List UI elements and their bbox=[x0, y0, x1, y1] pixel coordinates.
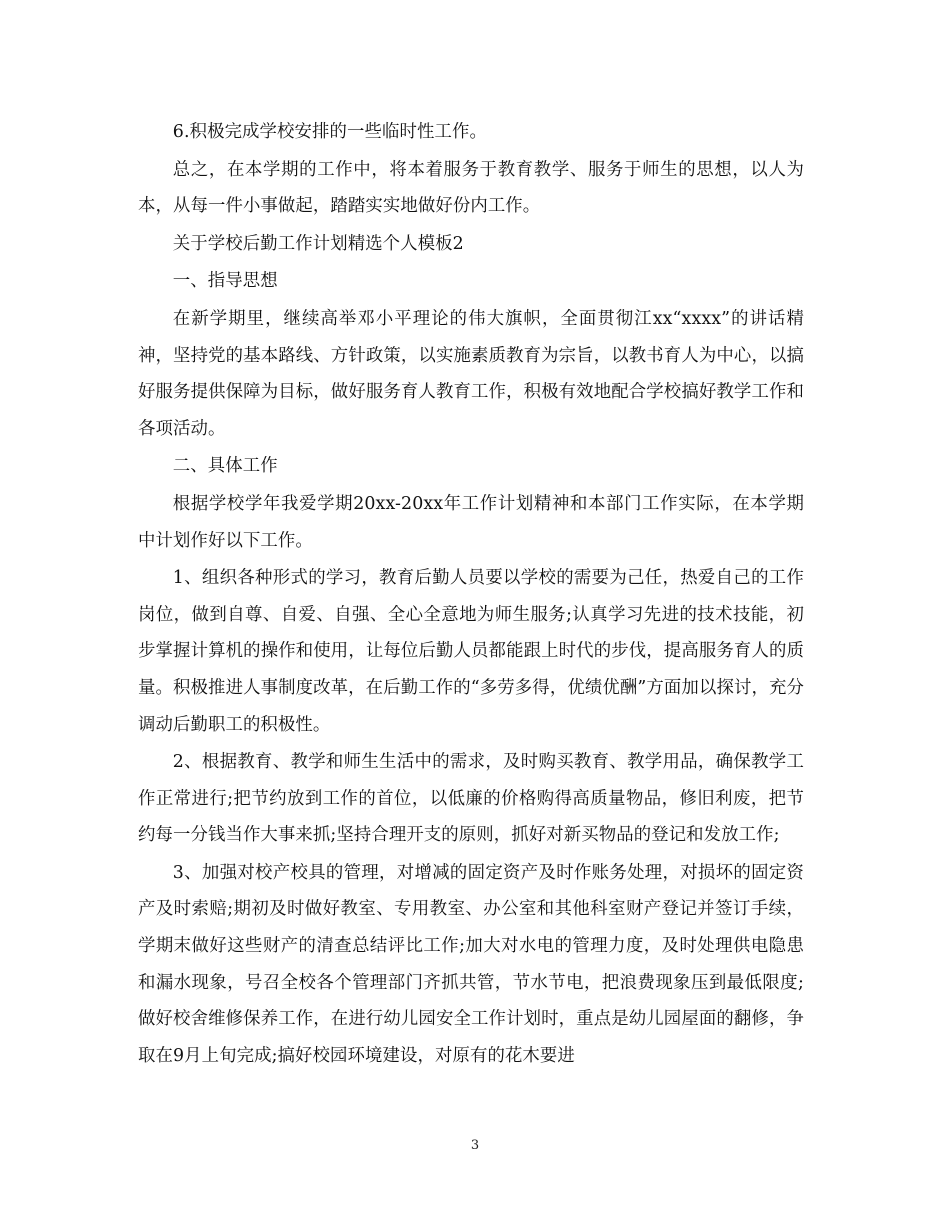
paragraph-work-item-3: 3、加强对校产校具的管理，对增减的固定资产及时作账务处理，对损坏的固定资产及时索赔;期初及时做好教室、专用教室、办公室和其他科室财产登记并签订手续，学期末做好这些财产的清查总结评比工作;加大对水电的管理力度，及时处理供电隐患和漏水现象，号召全校各个管理部门齐抓共管，节水节电，把浪费现象压到最低限度;做好校舍维修保养工作，在进行幼儿园安全工作计划时，重点是幼儿园屋面的翻修，争取在9月上旬完成;搞好校园环境建设，对原有的花木要进 bbox=[138, 862, 804, 1066]
paragraph-guiding-thought: 在新学期里，继续高举邓小平理论的伟大旗帜，全面贯彻江xx“xxxx”的讲话精神，坚持党的基本路线、方针政策，以实施素质教育为宗旨，以教书育人为中心，以搞好服务提供保障为目标，做好服务育人教育工作，积极有效地配合学校搞好教学工作和各项活动。 bbox=[138, 308, 804, 439]
paragraph-work-item-2: 2、根据教育、教学和师生生活中的需求，及时购买教育、教学用品，确保教学工作正常进行;把节约放到工作的首位，以低廉的价格购得高质量物品，修旧利废，把节约每一分钱当作大事来抓;坚持合理开支的原则，抓好对新买物品的登记和发放工作; bbox=[138, 752, 804, 846]
paragraph-work-intro: 根据学校学年我爱学期20xx-20xx年工作计划精神和本部门工作实际，在本学期中计划作好以下工作。 bbox=[138, 493, 804, 551]
document-body bbox=[138, 114, 804, 1075]
page-number: 3 bbox=[470, 1138, 480, 1153]
paragraph-work-item-1: 1、组织各种形式的学习，教育后勤人员要以学校的需要为己任，热爱自己的工作岗位，做到自尊、自爱、自强、全心全意地为师生服务;认真学习先进的技术技能，初步掌握计算机的操作和使用，让每位后勤人员都能跟上时代的步伐，提高服务育人的质量。积极推进人事制度改革，在后勤工作的“多劳多得，优绩优酬”方面加以探讨，充分调动后勤职工的积极性。 bbox=[138, 568, 804, 735]
heading-specific-work: 二、具体工作 bbox=[172, 456, 278, 477]
heading-guiding-thought: 一、指导思想 bbox=[172, 271, 278, 292]
section-title: 关于学校后勤工作计划精选个人模板2 bbox=[172, 233, 464, 254]
paragraph-summary: 总之，在本学期的工作中，将本着服务于教育教学、服务于师生的思想，以人为本，从每一件小事做起，踏踏实实地做好份内工作。 bbox=[138, 159, 804, 217]
paragraph-item-6: 6.积极完成学校安排的一些临时性工作。 bbox=[172, 122, 487, 142]
